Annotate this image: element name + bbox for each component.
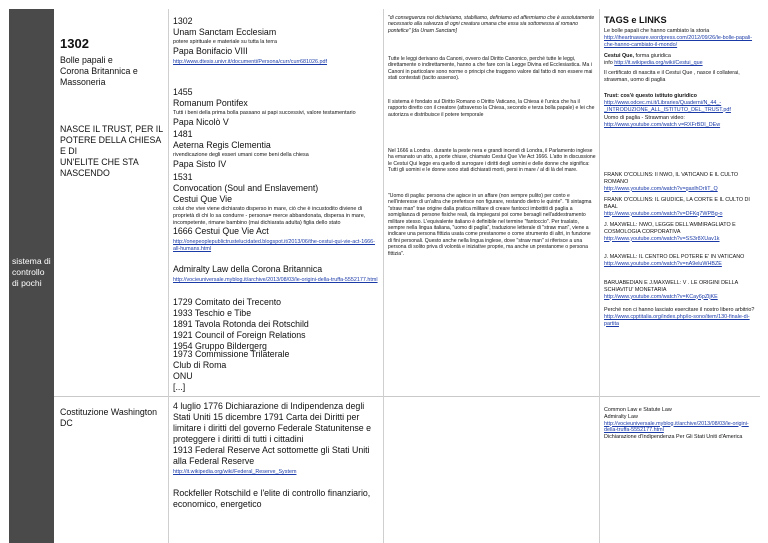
- tag-text: Common Law e Statute Law: [604, 407, 672, 413]
- tag-link[interactable]: http://iheartnaware.wordpress.com/2012/09/26/le-bolle-papali-che-hanno-cambiato-il-mondo/: [604, 34, 753, 48]
- tag-arbitrio: [604, 307, 756, 327]
- tag-bolle: [604, 28, 756, 48]
- tag-strawman: [604, 115, 756, 129]
- tag-link[interactable]: http://www.youtube.com/watch v=RXFrBDI_DEw: [604, 121, 721, 128]
- bolla-act: 1666 Cestui Que Vie Act: [173, 226, 269, 237]
- independence-text: 4 luglio 1776 Dichiarazione di Indipendenza degli Stati Uniti 15 dicembre 1791 Carta dei Diritti per limitare i diritti del governo Federale Statunitense e proteggere i diritti di tutti i cittadini: [173, 401, 372, 444]
- bolla-desc: potere spirituale e materiale su tutta la terra: [173, 39, 277, 45]
- tag-link[interactable]: http://www.youtube.com/watch?v=SS3r8XUav1k: [604, 235, 720, 242]
- group-item: ONU: [173, 371, 193, 381]
- bolla-pope: Papa Bonifacio VIII: [173, 45, 248, 56]
- admiralty-block: [173, 264, 381, 284]
- tag-maxwell-2: [604, 254, 756, 268]
- tag-link[interactable]: http://www.youtube.com/watch?v=KCay6pZljKE: [604, 293, 718, 300]
- tag-ocollins-1: [604, 172, 756, 192]
- tag-link[interactable]: http://www.odcec.mi.it/Libraries/Quaderni/N_44_-_INTRODUZIONE_ALL_ISTITUTO_DEL_TRUST.pdf: [604, 99, 731, 113]
- bolla-title: Convocation (Soul and Enslavement): [173, 183, 319, 193]
- tag-link[interactable]: http://www.cpptitalia.org/index.php/io-sono/item/130-finale-di-partita: [604, 313, 750, 327]
- tag-trust: [604, 93, 756, 113]
- trust-line: POTERE DELLA CHIESA E DI: [60, 135, 161, 156]
- bolla-pope: Papa Sisto IV: [173, 158, 227, 169]
- title-block: [60, 55, 168, 88]
- tag-text: info: [604, 59, 615, 66]
- bolla-1302: [173, 16, 381, 66]
- tag-ocollins-2: [604, 197, 756, 217]
- tag-baruabedian: [604, 280, 756, 300]
- bolla-year: 1302: [173, 16, 193, 26]
- tag-link[interactable]: http://www.youtube.com/watch?v=DFKq7WPBg-o: [604, 210, 723, 217]
- admiralty-title: Admiralty Law della Corona Britannica: [173, 264, 323, 274]
- canoni-paragraph: Tutte le leggi derivano da Canoni, ovvero dal Diritto Canonico, perché tutte le leggi, direttamente o indirettamente, hanno a che fare con la Legge Divina ed Ecclesiastica. Ma i Canoni in particolare sono norme o principi che traggono valore dal fatto di non essere mai stati contestati (tacito assenso).: [388, 56, 593, 82]
- year-heading: 1302: [60, 36, 89, 51]
- column-tags-links: [600, 9, 760, 543]
- bolla-year: 1455: [173, 87, 193, 97]
- column-notes: [384, 9, 600, 543]
- tag-text: Uomo di paglia - Strawman video:: [604, 115, 685, 121]
- bolla-title: Romanum Pontifex: [173, 98, 248, 108]
- diritto-paragraph: Il sistema è fondato sul Diritto Romano o Diritto Vaticano, la Chiesa è l'unica che ha il rapporto diretto con il creatore (attraverso la Chiesa, secondo e terza bolla papale) e lei che autorizza e distribuisce il potere temporale: [388, 99, 595, 118]
- tag-cestui: [604, 53, 756, 67]
- tag-text: J. MAXWELL: NWO, LEGGE DELL'AMMIRAGLIATO E COSMOLOGIA CORPORATIVA: [604, 222, 736, 235]
- bolla-1455: [173, 87, 381, 128]
- group-item: 1954 Gruppo Bildergerg: [173, 341, 267, 351]
- tags-heading: TAGS e LINKS: [604, 15, 667, 25]
- tag-link[interactable]: http://vocieuniversale.myblog.it/archive/2013/08/03/le-origini-della-truffa-5552177.html: [604, 420, 749, 434]
- group-item: 1921 Council of Foreign Relations: [173, 330, 306, 340]
- title-line: Massoneria: [60, 77, 106, 87]
- row-divider: [169, 396, 383, 397]
- tag-title: Trust: cos'è questo istituto giuridico: [604, 93, 697, 99]
- tag-text: FRANK O'COLLINS: IL GIUDICE, LA CORTE E IL CULTO DI BAAL: [604, 197, 750, 210]
- trust-line: UN'ELITE CHE STA: [60, 157, 139, 167]
- group-item: 1891 Tavola Rotonda dei Rotschild: [173, 319, 309, 329]
- bolla-title: Unam Sanctam Ecclesiam: [173, 27, 277, 37]
- tag-text: BARUABEDIAN E J.MAXWELL: V . LE ORIGINI DELLA SCHIAVITU' MONETARIA: [604, 280, 738, 293]
- tag-law: [604, 407, 756, 441]
- bolla-1531: [173, 172, 381, 253]
- bolla-desc: colui che vive viene dichiarato disperso in mare, ciò che è incustodito diviene di proprietà di chi lo sa condurre - persona= merce abbandonata, dispersa in mare, incompetente, rimane bambino (mai dichiarata adulta) figlia dello stato: [173, 206, 366, 226]
- group-item: Club di Roma: [173, 360, 227, 370]
- bolla-pope: Papa Nicolò V: [173, 116, 229, 127]
- tag-link[interactable]: http://www.youtube.com/watch?v=gaxlhOrIiT_Q: [604, 185, 718, 192]
- tag-text: Perché non ci hanno lasciato esercitare il nostro libero arbitrio?: [604, 307, 755, 313]
- strawman-paragraph: "Uomo di paglia: persona che agisce in un affare (non sempre pulito) per conto e nell'interesse di un'altra che preferisce non figurare, restando dietro le quinte". "Il sintagma "straw man" trae origine dalla pratica militare di creare fantocci imbottiti di paglia a somiglianza di persone fisiche reali, da impiegarsi poi come bersagli nell'addestramento militare stesso. L'equivalente italiano è definibile nel termine "fantoccio". Per traslato, sempre nella lingua italiana, "uomo di paglia", traduzione letterale di "straw man", viene a indicare una persona fittizia usata come prestanome o come strumento di altri, in funzione di fini personali. Questo anche nella lingua inglese, dove "straw man" si riferisce a una persona di solito priva di volontà e iniziative proprie, ma anche un prestanome o persona fittizia".: [388, 193, 592, 257]
- bolla-desc: rivendicazione degli esseri umani come beni della chiesa: [173, 152, 309, 158]
- bolla-desc: Tutti i beni della prima bolla passano ai papi successivi, valore testamentario: [173, 110, 356, 116]
- tag-text: forma giuridica: [633, 53, 671, 59]
- elite-text: Rockfeller Rotschild e l'elite di controllo finanziario, economico, energetico: [173, 488, 371, 509]
- spreadsheet: [9, 9, 760, 543]
- left-strip: [9, 9, 54, 543]
- column-events: [169, 9, 384, 543]
- group-item: 1933 Teschio e Tibe: [173, 308, 252, 318]
- bolla-year: 1531: [173, 172, 193, 182]
- bolla-year: 1481: [173, 129, 193, 139]
- title-line: Corona Britannica e: [60, 66, 138, 76]
- tag-certificato: Il certificato di nascita e il Cestui Que , nasce il collaterai, strawman, uomo di paglia: [604, 70, 740, 83]
- tag-text: FRANK O'COLLINS: Il NWO, IL VATICANO E IL CULTO ROMANO: [604, 172, 739, 185]
- fed-text: 1913 Federal Reserve Act sottomette gli Stati Uniti alla Federal Reserve: [173, 445, 370, 466]
- fed-block: [173, 445, 381, 476]
- trust-line: NASCENDO: [60, 168, 110, 178]
- fed-link[interactable]: http://it.wikipedia.org/wiki/Federal_Reserve_System: [173, 469, 297, 475]
- admiralty-link[interactable]: http://vocieuniversale.myblog.it/archive/2013/08/03/le-origini-della-truffa-5552177.html: [173, 277, 378, 283]
- group-item: 1973 Commissione Trilaterale: [173, 349, 290, 359]
- tag-link[interactable]: http://www.youtube.com/watch?v=nA9eluWHBZE: [604, 260, 722, 267]
- column-topics: [54, 9, 169, 543]
- washington-label: Costituzione Washington DC: [60, 407, 157, 428]
- bolla-title: Aeterna Regis Clementia: [173, 140, 271, 150]
- trust-line: NASCE IL TRUST, PER IL: [60, 124, 164, 134]
- bolla-sub: Cestui Que Vie: [173, 194, 233, 204]
- row-divider: [600, 396, 760, 397]
- group-item: 1729 Comitato dei Trecento: [173, 297, 282, 307]
- bolla-link[interactable]: http://www.dtesis.univr.it/documenti/Persona/curr/curr681026.pdf: [173, 58, 328, 65]
- tag-text: J. MAXWELL: IL CENTRO DEL POTERE E' IN VATICANO: [604, 254, 745, 260]
- strip-label: sistema di controllo di pochi: [12, 256, 51, 288]
- tag-text: Admiralty Law: [604, 413, 638, 420]
- unam-quote: "di conseguenza noi dichiariamo, stabiliamo, definiamo ed affermiamo che è assolutamente necessario alla salvezza di ogni creatura umana che essa sia sottomessa al romano pontefice" [da Unam Sanctam]: [388, 15, 595, 34]
- row-divider: [384, 396, 599, 397]
- bolla-1481: [173, 129, 381, 170]
- tag-link[interactable]: http://it.wikipedia.org/wiki/Cestui_que: [614, 59, 703, 66]
- tag-maxwell-1: [604, 222, 756, 242]
- london-paragraph: Nel 1666 a Londra . durante la peste nera e grandi incendi di Londra, il Parlamento inglese ha emanato un atto, a porte chiuse, chiamato Cestui Que Vie Act 1666. L'atto in discussione le Cestui Qui legge era quello di surrogare i diritti degli uomini e delle donne che significa: Tutti gli uomini e le donne sono stati dichiarati morti, persi in mare / al di là del mare.: [388, 148, 596, 174]
- act-link[interactable]: http://onepeoplepublictrustelucidated.blogspot.it/2013/06/the-cestui-qui-vie-act-1666-all-humans.html: [173, 239, 375, 253]
- title-line: Bolle papali e: [60, 55, 113, 65]
- tag-title: Cestui Que,: [604, 53, 634, 59]
- row-divider: [54, 396, 168, 397]
- groups-list: [173, 297, 381, 352]
- tag-text: Dichiarazione d'Indipendenza Per Gli Stati Uniti d'America: [604, 434, 743, 441]
- tag-text: Le bolle papali che hanno cambiato la storia: [604, 28, 710, 34]
- group-item: [...]: [173, 382, 186, 392]
- trilateral-list: [173, 349, 381, 393]
- trust-block: [60, 124, 168, 179]
